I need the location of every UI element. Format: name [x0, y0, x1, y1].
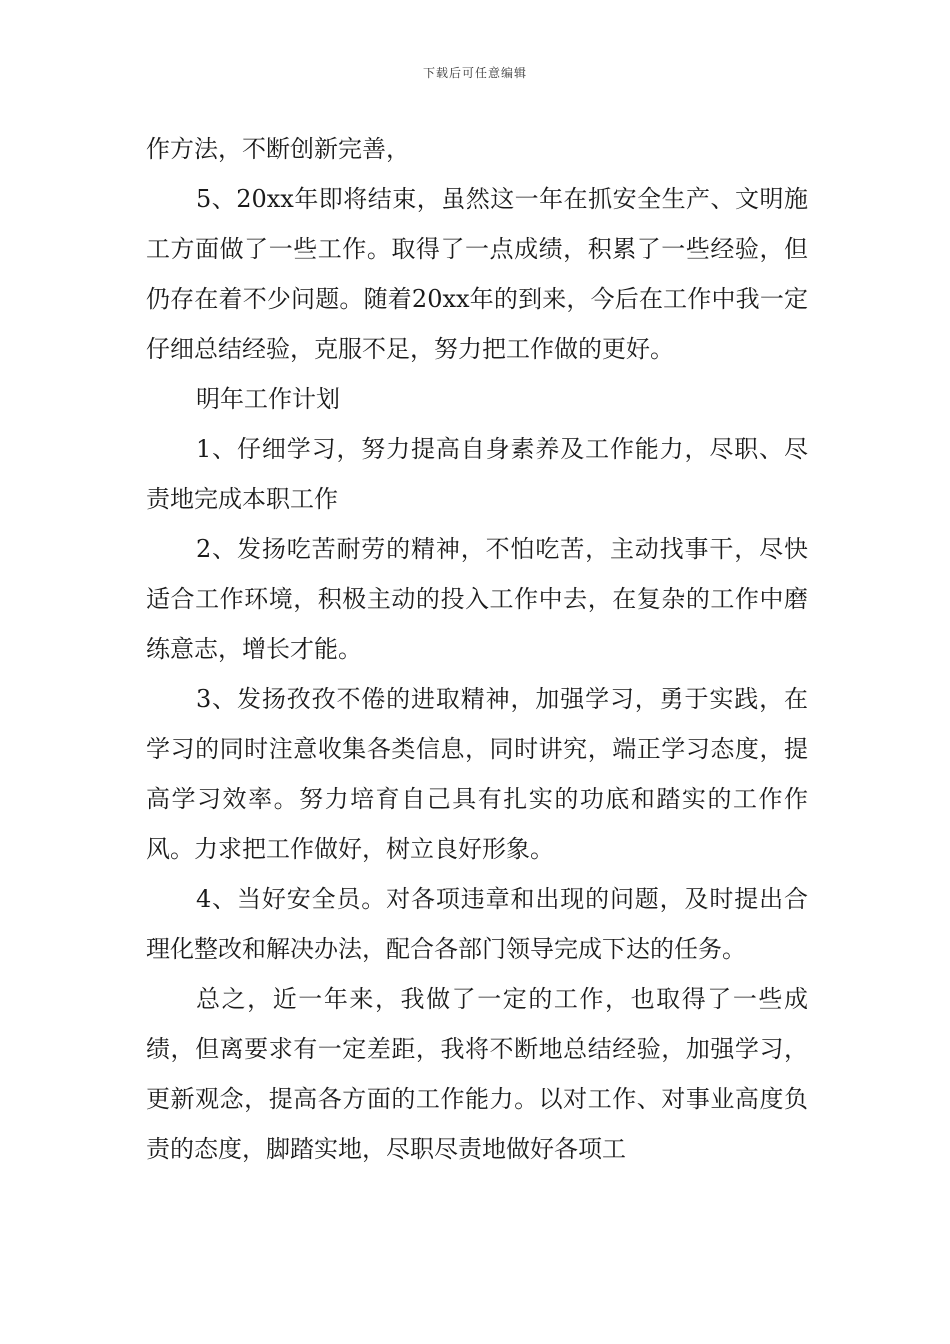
paragraph-item-5: 5、20xx年即将结束，虽然这一年在抓安全生产、文明施工方面做了一些工作。取得了一点成绩，积累了一些经验，但仍存在着不少问题。随着20xx年的到来，今后在工作中我一定仔细总结经验，克服不足，努力把工作做的更好。	[146, 185, 808, 363]
plan-item-2: 2、发扬吃苦耐劳的精神，不怕吃苦，主动找事干，尽快适合工作环境，积极主动的投入工作中去，在复杂的工作中磨练意志，增长才能。	[146, 535, 808, 663]
paragraph-summary: 总之，近一年来，我做了一定的工作，也取得了一些成绩，但离要求有一定差距，我将不断地总结经验，加强学习，更新观念，提高各方面的工作能力。以对工作、对事业高度负责的态度，脚踏实地，尽职尽责地做好各项工	[146, 985, 808, 1163]
plan-item-4: 4、当好安全员。对各项违章和出现的问题，及时提出合理化整改和解决办法，配合各部门领导完成下达的任务。	[146, 885, 808, 963]
page-header: 下载后可任意编辑	[422, 66, 527, 80]
paragraph-continuation: 作方法，不断创新完善，	[146, 135, 410, 163]
plan-item-1: 1、仔细学习，努力提高自身素养及工作能力，尽职、尽责地完成本职工作	[146, 435, 808, 513]
document-body	[146, 124, 808, 1174]
plan-item-3: 3、发扬孜孜不倦的进取精神，加强学习，勇于实践，在学习的同时注意收集各类信息，同时讲究，端正学习态度，提高学习效率。努力培育自己具有扎实的功底和踏实的工作作风。力求把工作做好，树立良好形象。	[146, 685, 808, 863]
section-heading-next-year-plan: 明年工作计划	[196, 385, 340, 413]
